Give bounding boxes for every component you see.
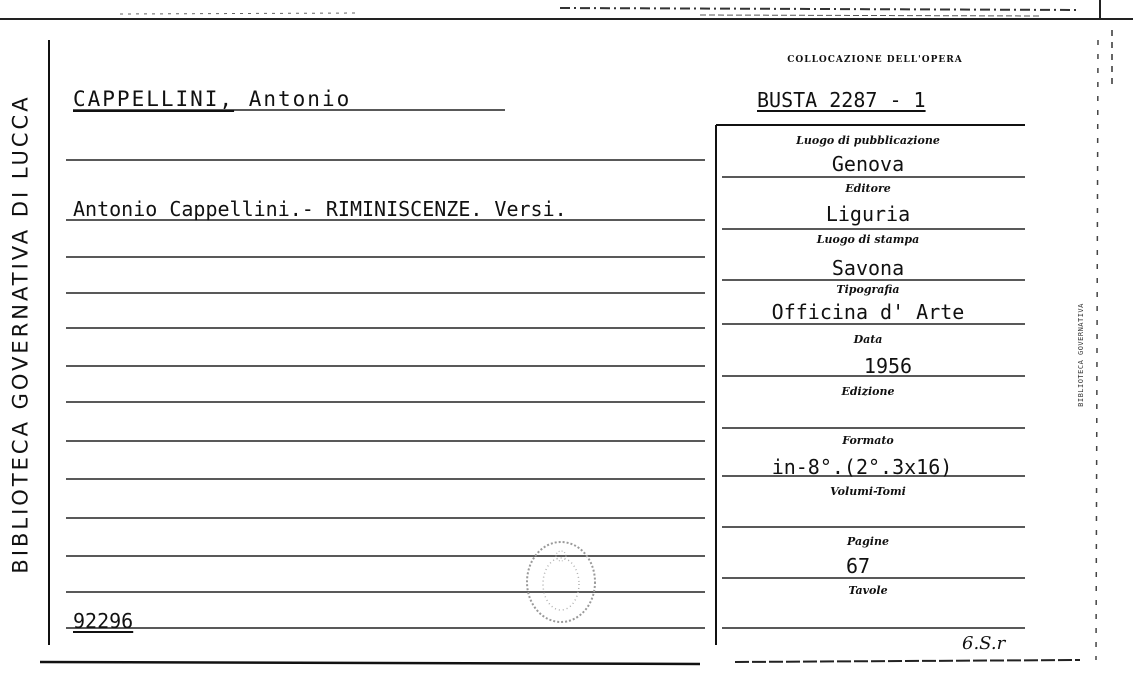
author-given-name: Antonio [248,87,352,111]
value-luogo-stampa: Savona [831,256,905,280]
collocation-label: COLLOCAZIONE DELL'OPERA [787,55,963,65]
label-luogo-stampa: Luogo di stampa [816,233,920,246]
label-formato: Formato [842,434,894,447]
value-luogo-pubblicazione: Genova [831,152,905,176]
oval-library-stamp [520,536,602,628]
value-tipografia: Officina d' Arte [771,300,965,324]
label-tipografia: Tipografia [836,283,900,296]
handwritten-note: 6.S.r [962,633,1006,654]
label-pagine: Pagine [847,535,889,548]
value-pagine: 67 [845,554,871,578]
author-surname: CAPPELLINI, [73,87,235,111]
label-edizione: Edizione [841,385,895,398]
value-formato: in-8°.(2°.3x16) [771,455,953,479]
label-luogo-pubblicazione: Luogo di pubblicazione [796,134,940,147]
side-stamp: BIBLIOTECA GOVERNATIVA [1077,303,1085,407]
value-editore: Liguria [825,202,911,226]
inventory-number: 92296 [73,609,134,633]
label-tavole: Tavole [848,584,888,597]
label-volumi-tomi: Volumi-Tomi [830,485,906,498]
label-editore: Editore [845,182,891,195]
collocation-value: BUSTA 2287 - 1 [757,88,926,112]
library-name-vertical: BIBLIOTECA GOVERNATIVA DI LUCCA [9,94,33,574]
value-data: 1956 [863,354,913,378]
label-data: Data [853,333,883,346]
book-title: Antonio Cappellini.- RIMINISCENZE. Versi. [73,197,567,221]
author-heading [73,87,351,111]
